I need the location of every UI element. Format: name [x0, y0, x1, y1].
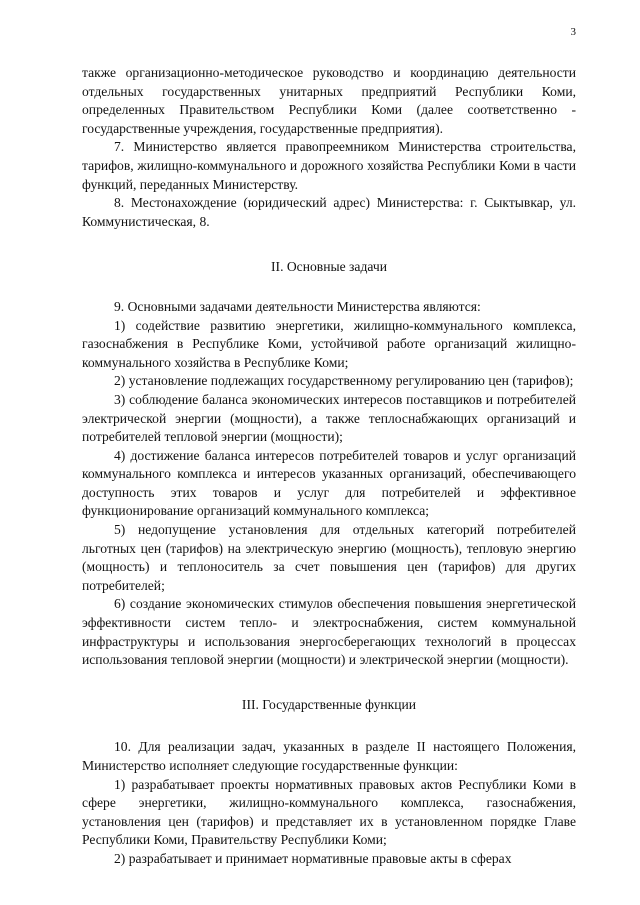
document-body — [82, 64, 576, 869]
list-item-task-4: 4) достижение баланса интересов потребителей товаров и услуг организаций коммунального комплекса и интересов указанных организаций, обеспечивающего доступность этих товаров и услуг для потребителей и эффективное функционирование организаций коммунального комплекса; — [82, 447, 576, 519]
list-item-function-1: 1) разрабатывает проекты нормативных правовых актов Республики Коми в сфере энергетики, жилищно-коммунального комплекса, газоснабжения, установления цен (тарифов) и представляет их в установленном порядке Главе Республики Коми, Правительству Республики Коми; — [82, 776, 576, 848]
list-item-task-3: 3) соблюдение баланса экономических интересов поставщиков и потребителей электрической энергии (мощности), а также теплоснабжающих организаций и потребителей тепловой энергии (мощности); — [82, 391, 576, 445]
paragraph-item-8: 8. Местонахождение (юридический адрес) Министерства: г. Сыктывкар, ул. Коммунистическая, 8. — [82, 195, 576, 229]
list-item-task-1: 1) содействие развитию энергетики, жилищно-коммунального комплекса, газоснабжения в Республике Коми, устойчивой работе организаций жилищно-коммунального хозяйства в Республике Коми; — [82, 317, 576, 370]
section-heading-state-functions: III. Государственные функции — [241, 696, 417, 712]
page-number: 3 — [570, 26, 576, 38]
section-heading-main-tasks: II. Основные задачи — [271, 259, 387, 275]
paragraph-item-10: 10. Для реализации задач, указанных в разделе II настоящего Положения, Министерство исполняет следующие государственные функции: — [82, 739, 576, 773]
paragraph-intro-continuation: также организационно-методическое руководство и координацию деятельности отдельных государственных унитарных предприятий Республики Коми, определенных Правительством Республики Коми (далее соответственно - государственные учреждения, государственные предприятия). — [82, 65, 576, 136]
list-item-task-5: 5) недопущение установления для отдельных категорий потребителей льготных цен (тарифов) на электрическую энергию (мощность), тепловую энергию (мощность) и теплоноситель за счет повышения цен (тарифов) для других потребителей; — [82, 522, 576, 593]
list-item-function-2: 2) разрабатывает и принимает нормативные правовые акты в сферах — [114, 850, 512, 866]
paragraph-item-9: 9. Основными задачами деятельности Министерства являются: — [114, 298, 481, 314]
paragraph-item-7: 7. Министерство является правопреемником Министерства строительства, тарифов, жилищно-коммунального и дорожного хозяйства Республики Коми в части функций, переданных Министерству. — [82, 139, 576, 192]
list-item-task-2: 2) установление подлежащих государственному регулированию цен (тарифов); — [114, 373, 574, 389]
list-item-task-6: 6) создание экономических стимулов обеспечения повышения энергетической эффективности систем тепло- и электроснабжения, систем коммунальной инфраструктуры и использования энергосберегающих технологий в процессах использования тепловой энергии (мощности) и электрической энергии (мощности). — [82, 596, 576, 668]
